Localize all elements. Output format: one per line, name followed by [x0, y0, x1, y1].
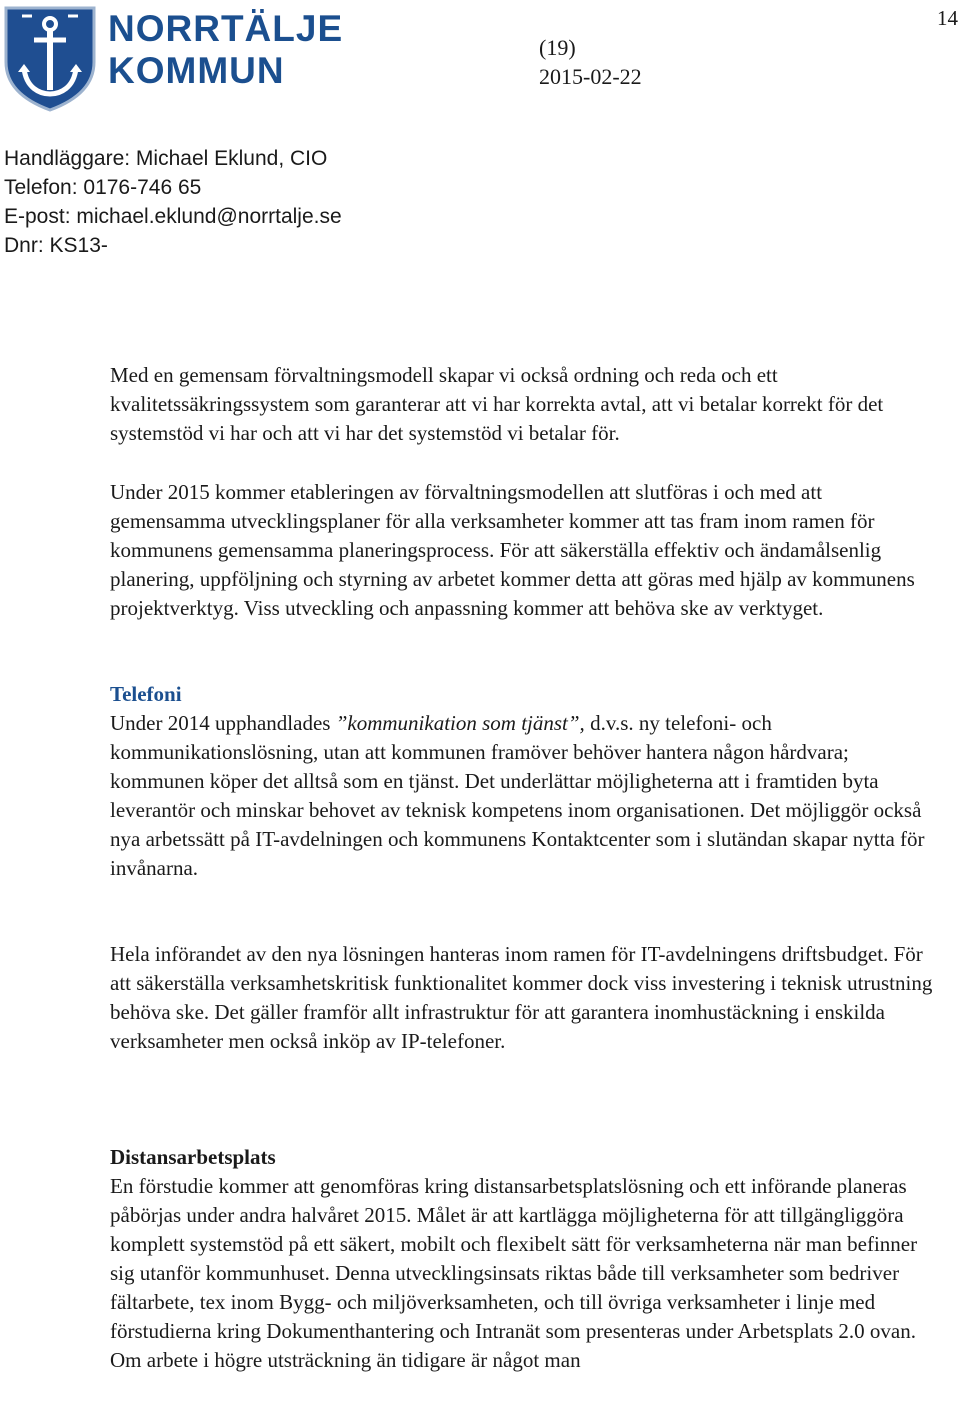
- document-meta: [539, 33, 642, 91]
- sender-block: [4, 144, 342, 260]
- paragraph-telefoni: [110, 709, 940, 883]
- handler-line: Handläggare: Michael Eklund, CIO: [4, 147, 328, 170]
- logo-name-line1: NORRTÄLJE: [108, 8, 344, 49]
- anchor-shield-icon: [2, 2, 98, 112]
- paragraph-telefoni-budget: [110, 940, 940, 1056]
- paragraph-2015-plan: [110, 478, 940, 623]
- section-heading-distansarbetsplats: Distansarbetsplats: [110, 1145, 276, 1169]
- norrtalje-kommun-logo: [2, 2, 344, 114]
- paragraph-text-rest: d.v.s. ny telefoni- och kommunikationslösning, utan att kommunen framöver behöver hantera någon hårdvara; kommunen köper det alltså som en tjänst. Det underlättar möjligheterna att i framtiden byta leverantör och minskar behovet av teknisk kompetens inom organisationen. Det möjliggör också nya arbetssätt på IT-avdelningen och kommunens Kontaktcenter som i slutändan skapar nytta för invånarna.: [110, 711, 925, 880]
- document-series: (19): [539, 35, 576, 60]
- paragraph-text: Med en gemensam förvaltningsmodell skapar vi också ordning och reda och ett kvalitetssäkringssystem som garanterar att vi har korrekta avtal, att vi betalar korrekt för det systemstöd vi har och att vi har det systemstöd vi betalar för.: [110, 363, 884, 445]
- paragraph-text: En förstudie kommer att genomföras kring distansarbetsplatslösning och ett införande planeras påbörjas under andra halvåret 2015. Målet är att kartlägga möjligheterna för att tillgängliggöra komplett systemstöd på ett säkert, mobilt och flexibelt sätt för verksamheterna när man befinner sig utanför kommunhuset. Denna utvecklingsinsats riktas både till verksamheter som bedriver fältarbete, tex inom Bygg- och miljöverksamheten, och till övriga verksamheter i linje med förstudierna kring Dokumenthantering och Intranät som presenteras under Arbetsplats 2.0 ovan. Om arbete i högre utsträckning än tidigare är något man: [110, 1174, 918, 1372]
- document-date: 2015-02-22: [539, 64, 642, 89]
- section-heading-telefoni: Telefoni: [110, 682, 182, 706]
- email-line: E-post: michael.eklund@norrtalje.se: [4, 205, 342, 228]
- section-telefoni: [110, 680, 940, 883]
- section-distansarbetsplats: [110, 1143, 940, 1375]
- paragraph-text-start: Under 2014 upphandlades: [110, 711, 336, 735]
- paragraph-text: Under 2015 kommer etableringen av förvaltningsmodellen att slutföras i och med att gemensamma utvecklingsplaner för alla verksamheter kommer att tas fram inom ramen för kommunens gemensamma planeringsprocess. För att säkerställa effektiv och ändamålsenlig planering, uppföljning och styrning av arbetet kommer detta att göras med hjälp av kommunens projektverktyg. Viss utveckling och anpassning kommer att behöva ske av verktyget.: [110, 480, 915, 620]
- dnr-line: Dnr: KS13-: [4, 234, 108, 257]
- paragraph-governance-model: [110, 361, 940, 448]
- paragraph-text-italic: ”kommunikation som tjänst”,: [335, 711, 585, 735]
- phone-line: Telefon: 0176-746 65: [4, 176, 202, 199]
- page-number: 14: [937, 6, 958, 30]
- logo-name-line2: KOMMUN: [108, 50, 285, 91]
- paragraph-text: Hela införandet av den nya lösningen hanteras inom ramen för IT-avdelningens driftsbudget. För att säkerställa verksamhetskritisk funktionalitet kommer dock viss investering i teknisk utrustning behöva ske. Det gäller framför allt infrastruktur för att garantera inomhustäckning i enskilda verksamheter men också inköp av IP-telefoner.: [110, 942, 933, 1053]
